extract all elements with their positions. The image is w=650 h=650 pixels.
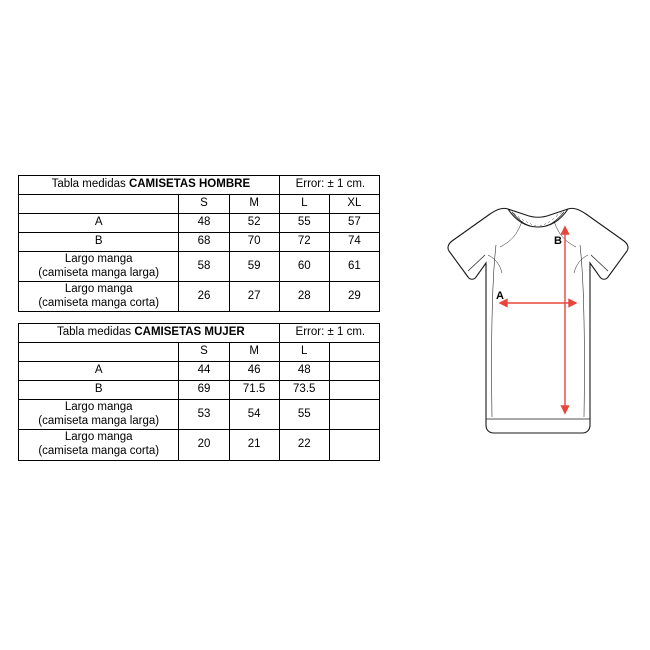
cell-b-l-hombre: 72 bbox=[279, 233, 329, 252]
cell-manga-larga-xl-hombre: 61 bbox=[329, 252, 379, 282]
row-label-line2: (camiseta manga corta) bbox=[38, 444, 160, 457]
header-cell-s-mujer: S bbox=[179, 343, 229, 362]
size-table-mujer bbox=[18, 323, 380, 460]
size-tables-container bbox=[18, 175, 380, 461]
cell-manga-corta-xl-hombre: 29 bbox=[329, 282, 379, 312]
tshirt-left-seam bbox=[492, 245, 496, 417]
cell-manga-larga-l-hombre: 60 bbox=[279, 252, 329, 282]
tshirt-left-shoulder-fold bbox=[500, 221, 522, 247]
table-row bbox=[19, 214, 380, 233]
table-header-row-hombre bbox=[19, 195, 380, 214]
header-cell-l-mujer: L bbox=[279, 343, 329, 362]
cell-manga-larga-s-hombre: 58 bbox=[179, 252, 229, 282]
cell-b-l-mujer: 73.5 bbox=[279, 381, 329, 400]
cell-manga-corta-m-hombre: 27 bbox=[229, 282, 279, 312]
row-label-b-hombre: B bbox=[19, 233, 179, 252]
row-label-line2: (camiseta manga corta) bbox=[38, 296, 160, 309]
cell-b-s-hombre: 68 bbox=[179, 233, 229, 252]
table-error-note-hombre: Error: ± 1 cm. bbox=[279, 176, 379, 195]
header-cell-s-hombre: S bbox=[179, 195, 229, 214]
cell-manga-larga-l-mujer: 55 bbox=[279, 400, 329, 430]
tshirt-collar-rib-path bbox=[512, 212, 564, 227]
row-label-line2: (camiseta manga larga) bbox=[38, 266, 160, 279]
arrow-b-head-bottom bbox=[562, 406, 569, 413]
row-label-a-mujer: A bbox=[19, 362, 179, 381]
size-table-hombre bbox=[18, 175, 380, 312]
cell-b-empty-mujer bbox=[329, 381, 379, 400]
cell-a-xl-hombre: 57 bbox=[329, 214, 379, 233]
table-title-row-hombre bbox=[19, 176, 380, 195]
cell-manga-corta-s-hombre: 26 bbox=[179, 282, 229, 312]
row-label-manga-larga-mujer bbox=[19, 400, 179, 430]
diagram-label-b: B bbox=[554, 235, 562, 247]
header-cell-xl-hombre: XL bbox=[329, 195, 379, 214]
header-cell-blank-mujer bbox=[19, 343, 179, 362]
cell-a-s-mujer: 44 bbox=[179, 362, 229, 381]
table-row bbox=[19, 233, 380, 252]
table-row bbox=[19, 430, 380, 460]
cell-manga-corta-l-mujer: 22 bbox=[279, 430, 329, 460]
cell-b-xl-hombre: 74 bbox=[329, 233, 379, 252]
cell-manga-corta-m-mujer: 21 bbox=[229, 430, 279, 460]
cell-a-m-hombre: 52 bbox=[229, 214, 279, 233]
row-label-line1: Largo manga bbox=[64, 401, 133, 414]
table-title-plain-hombre: Tabla medidas bbox=[51, 178, 129, 191]
row-label-line2: (camiseta manga larga) bbox=[38, 414, 160, 427]
header-cell-l-hombre: L bbox=[279, 195, 329, 214]
row-label-line1: Largo manga bbox=[64, 253, 133, 265]
cell-manga-larga-s-mujer: 53 bbox=[179, 400, 229, 430]
table-title-bold-mujer: CAMISETAS MUJER bbox=[134, 326, 245, 339]
header-cell-m-mujer: M bbox=[229, 343, 279, 362]
header-cell-blank-hombre bbox=[19, 195, 179, 214]
tshirt-body-path bbox=[448, 208, 628, 433]
diagram-label-a: A bbox=[496, 290, 504, 302]
cell-a-l-hombre: 55 bbox=[279, 214, 329, 233]
cell-b-m-mujer: 71.5 bbox=[229, 381, 279, 400]
measurement-arrows bbox=[500, 227, 576, 413]
table-title-plain-mujer: Tabla medidas bbox=[56, 326, 135, 339]
row-label-line1: Largo manga bbox=[64, 431, 133, 444]
table-title-row-mujer bbox=[19, 324, 380, 343]
table-title-mujer bbox=[19, 324, 280, 343]
table-row bbox=[19, 381, 380, 400]
cell-b-m-hombre: 70 bbox=[229, 233, 279, 252]
row-label-manga-corta-hombre bbox=[19, 282, 179, 312]
tshirt-diagram bbox=[430, 185, 640, 465]
cell-manga-larga-empty-mujer bbox=[329, 400, 379, 430]
table-row bbox=[19, 400, 380, 430]
cell-manga-corta-s-mujer: 20 bbox=[179, 430, 229, 460]
header-cell-m-hombre: M bbox=[229, 195, 279, 214]
table-row bbox=[19, 252, 380, 282]
tshirt-illustration-svg bbox=[430, 185, 640, 465]
row-label-line1: Largo manga bbox=[64, 283, 133, 296]
cell-manga-corta-empty-mujer bbox=[329, 430, 379, 460]
row-label-manga-larga-hombre bbox=[19, 252, 179, 282]
cell-a-s-hombre: 48 bbox=[179, 214, 229, 233]
arrow-b-head-top bbox=[562, 227, 569, 234]
tables-divider bbox=[18, 312, 380, 323]
cell-a-l-mujer: 48 bbox=[279, 362, 329, 381]
row-label-b-mujer: B bbox=[19, 381, 179, 400]
cell-manga-larga-m-mujer: 54 bbox=[229, 400, 279, 430]
table-title-hombre bbox=[19, 176, 280, 195]
tshirt-outline bbox=[448, 208, 628, 433]
cell-a-m-mujer: 46 bbox=[229, 362, 279, 381]
cell-manga-corta-l-hombre: 28 bbox=[279, 282, 329, 312]
row-label-a-hombre: A bbox=[19, 214, 179, 233]
table-header-row-mujer bbox=[19, 343, 380, 362]
row-label-manga-corta-mujer bbox=[19, 430, 179, 460]
cell-manga-larga-m-hombre: 59 bbox=[229, 252, 279, 282]
arrow-a-head-right bbox=[569, 300, 576, 307]
cell-b-s-mujer: 69 bbox=[179, 381, 229, 400]
header-cell-empty-mujer bbox=[329, 343, 379, 362]
cell-a-empty-mujer bbox=[329, 362, 379, 381]
table-error-note-mujer: Error: ± 1 cm. bbox=[279, 324, 379, 343]
table-row bbox=[19, 362, 380, 381]
tshirt-right-seam bbox=[580, 245, 584, 417]
table-row bbox=[19, 282, 380, 312]
table-title-bold-hombre: CAMISETAS HOMBRE bbox=[128, 178, 251, 191]
